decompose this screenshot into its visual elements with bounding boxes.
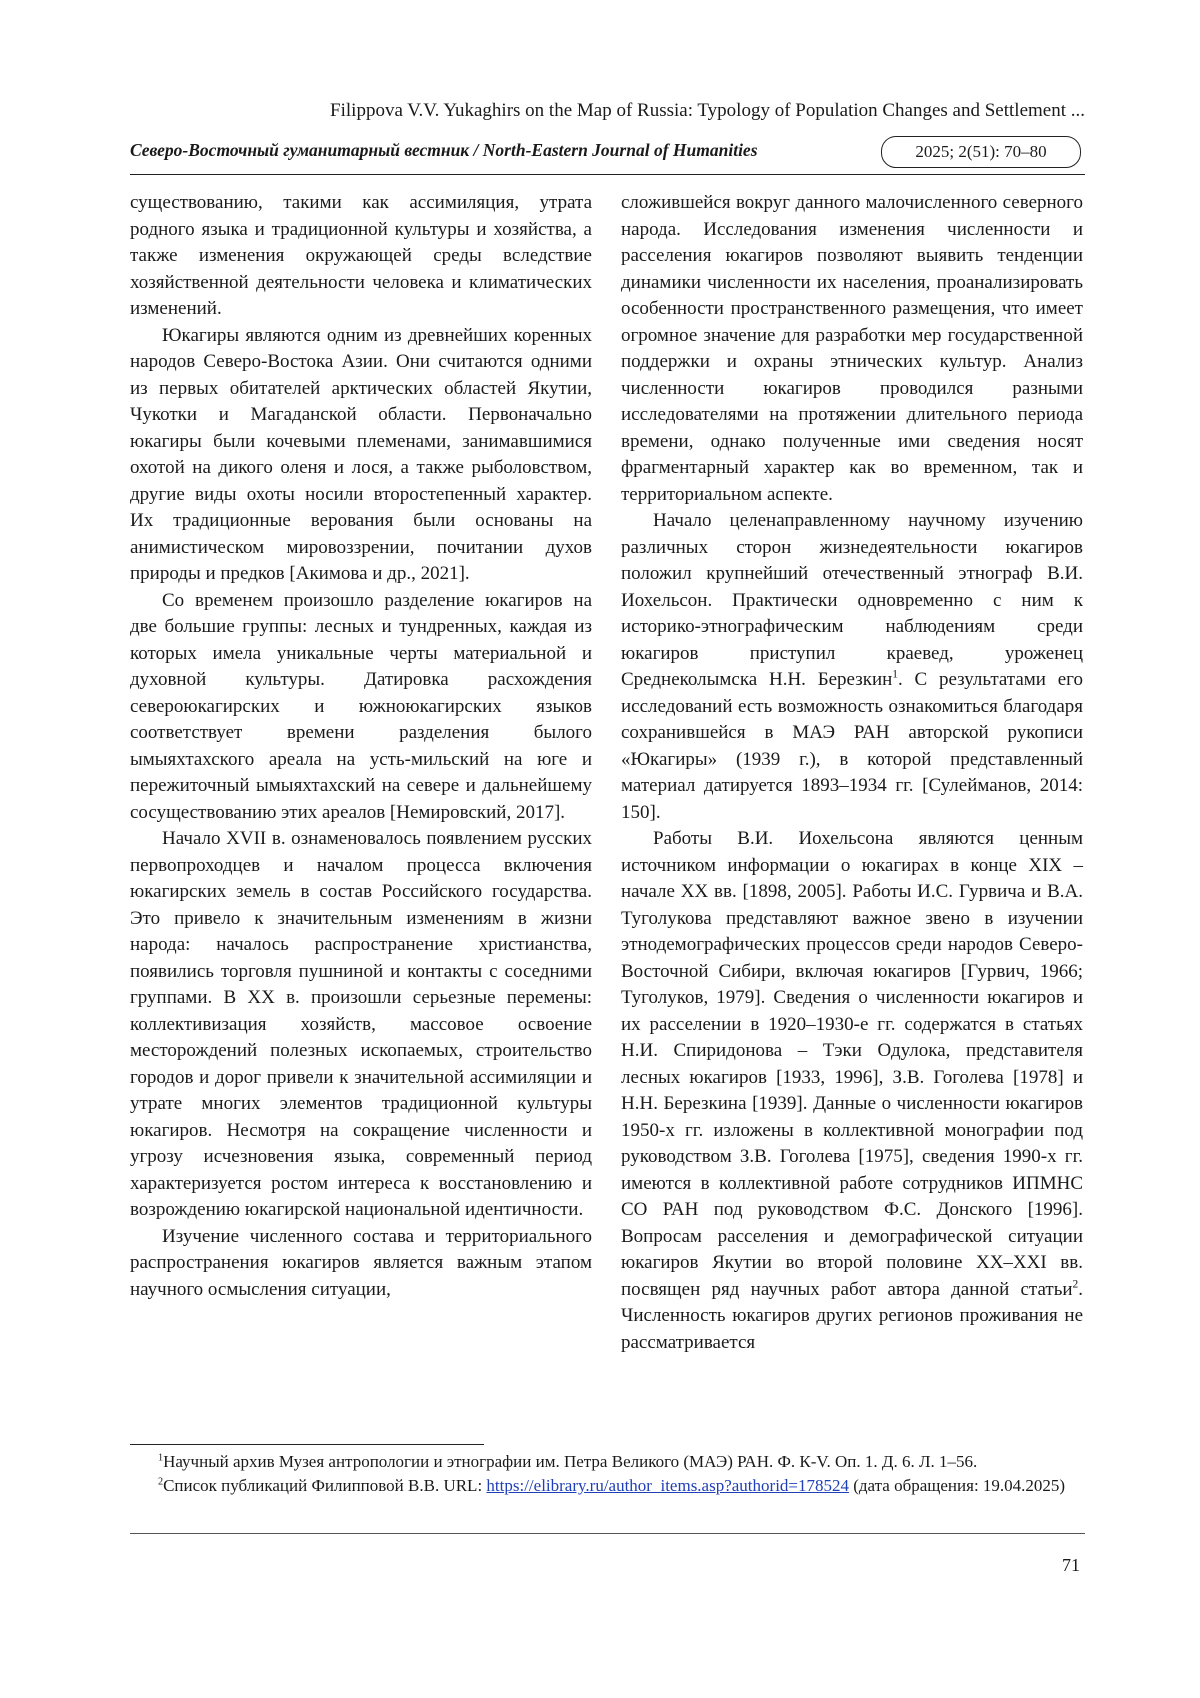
- right-column: [621, 190, 1083, 1356]
- footer-divider: [130, 1533, 1085, 1534]
- left-column: [130, 190, 592, 1303]
- footnotes: [130, 1450, 1085, 1498]
- paragraph: Юкагиры являются одним из древнейших коренных народов Северо-Востока Азии. Они считаются одними из первых обитателей арктических областей Якутии, Чукотки и Магаданской области. Первоначально юкагиры были кочевыми племенами, занимавшимися охотой на дикого оленя и лося, а также рыболовством, другие виды охоты носили второстепенный характер. Их традиционные верования были основаны на анимистическом мировоззрении, почитании духов природы и предков [Акимова и др., 2021].: [130, 324, 592, 584]
- paragraph: сложившейся вокруг данного малочисленного северного народа. Исследования изменения численности и расселения юкагиров позволяют выявить тенденции динамики численности их населения, проанализировать особенности пространственного размещения, что имеет огромное значение для разработки мер государственной поддержки и охраны этнических культур. Анализ численности юкагиров проводился разными исследователями на протяжении длительного периода времени, однако полученные ими сведения носят фрагментарный характер как во временном, так и территориальном аспекте.: [621, 192, 1083, 505]
- paragraph-text: Начало целенаправленному научному изучению различных сторон жизнедеятельности юкагиров положил крупнейший отечественный этнограф В.И. Иохельсон. Практически одновременно с ним к историко-этнографическим наблюдениям среди юкагиров приступил краевед, уроженец Среднеколымска Н.Н. Березкин: [621, 510, 1083, 690]
- paragraph: [621, 508, 1083, 826]
- page-number: 71: [1062, 1555, 1080, 1575]
- journal-header: [130, 136, 1085, 170]
- footnote-mark: 1: [158, 1452, 164, 1464]
- footnote-2: [130, 1474, 1085, 1498]
- running-title: Filippova V.V. Yukaghirs on the Map of Russia: Typology of Population Changes and Settlement ...: [330, 100, 1085, 121]
- footnote-text: (дата обращения: 19.04.2025): [849, 1476, 1066, 1495]
- header-divider: [130, 174, 1085, 175]
- footnote-divider: [130, 1444, 484, 1445]
- footnote-mark: 2: [158, 1476, 164, 1488]
- journal-name: Северо-Восточный гуманитарный вестник / North-Eastern Journal of Humanities: [130, 140, 758, 160]
- footnote-1: [130, 1450, 1085, 1474]
- paragraph-text: Работы В.И. Иохельсона являются ценным источником информации о юкагирах в конце XIX – начале XX вв. [1898, 2005]. Работы И.С. Гурвича и В.А. Туголукова представляют важное звено в изучении этнодемографических процессов среди народов Северо-Восточной Сибири, включая юкагиров [Гурвич, 1966; Туголуков, 1979]. Сведения о численности юкагиров и их расселении в 1920–1930-е гг. содержатся в статьях Н.И. Спиридонова – Тэки Одулока, представителя лесных юкагиров [1933, 1996], З.В. Гоголева [1978] и Н.Н. Березкина [1939]. Данные о численности юкагиров 1950-х гг. изложены в коллективной монографии под руководством З.В. Гоголева [1975], сведения 1990-х гг. имеются в коллективной работе сотрудников ИПМНС СО РАН под руководством Ф.С. Донского [1996]. Вопросам расселения и демографической ситуации юкагиров Якутии во второй половине XX–XXI вв. посвящен ряд научных работ автора данной статьи: [621, 828, 1083, 1300]
- footnote-text: Научный архив Музея антропологии и этнографии им. Петра Великого (МАЭ) РАН. Ф. К-V. Оп. 1. Д. 6. Л. 1–56.: [163, 1452, 978, 1471]
- paragraph: существованию, такими как ассимиляция, утрата родного языка и традиционной культуры и хозяйства, а также изменения окружающей среды вследствие хозяйственной деятельности человека и климатических изменений.: [130, 192, 592, 319]
- footnote-ref[interactable]: 2: [1072, 1278, 1079, 1291]
- paragraph: [621, 826, 1083, 1356]
- paragraph: Изучение численного состава и территориального распространения юкагиров является важным этапом научного осмысления ситуации,: [130, 1225, 592, 1300]
- paragraph-text: . С результатами его исследований есть возможность ознакомиться благодаря сохранившейся в МАЭ РАН авторской рукописи «Юкагиры» (1939 г.), в которой представленный материал датируется 1893–1934 гг. [Сулейманов, 2014: 150].: [621, 669, 1083, 823]
- paragraph: Со временем произошло разделение юкагиров на две большие группы: лесных и тундренных, каждая из которых имела уникальные черты материальной и духовной культуры. Датировка расхождения североюкагирских и южноюкагирских языков соответствует времени разделения былого ымыяхтахского ареала на усть-мильский на юге и пережиточный ымыяхтахский на севере и дальнейшему сосуществованию этих ареалов [Немировский, 2017].: [130, 589, 592, 823]
- issue-badge: 2025; 2(51): 70–80: [881, 136, 1081, 168]
- paragraph: Начало XVII в. ознаменовалось появлением русских первопроходцев и началом процесса включения юкагирских земель в состав Российского государства. Это привело к значительным изменениям в жизни народа: началось распространение христианства, появились торговля пушниной и контакты с соседними группами. В XX в. произошли серьезные перемены: коллективизация хозяйств, массовое освоение месторождений полезных ископаемых, строительство городов и дорог привели к значительной ассимиляции и утрате многих элементов традиционной культуры юкагиров. Несмотря на сокращение численности и угрозу исчезновения языка, современный период характеризуется ростом интереса к восстановлению и возрождению юкагирской национальной идентичности.: [130, 828, 592, 1220]
- paragraph-text: . Численность юкагиров других регионов проживания не рассматривается: [621, 1278, 1083, 1353]
- elibrary-link[interactable]: https://elibrary.ru/author_items.asp?authorid=178524: [486, 1476, 849, 1495]
- footnote-text: Список публикаций Филипповой В.В. URL:: [163, 1476, 487, 1495]
- footnote-ref[interactable]: 1: [892, 668, 898, 681]
